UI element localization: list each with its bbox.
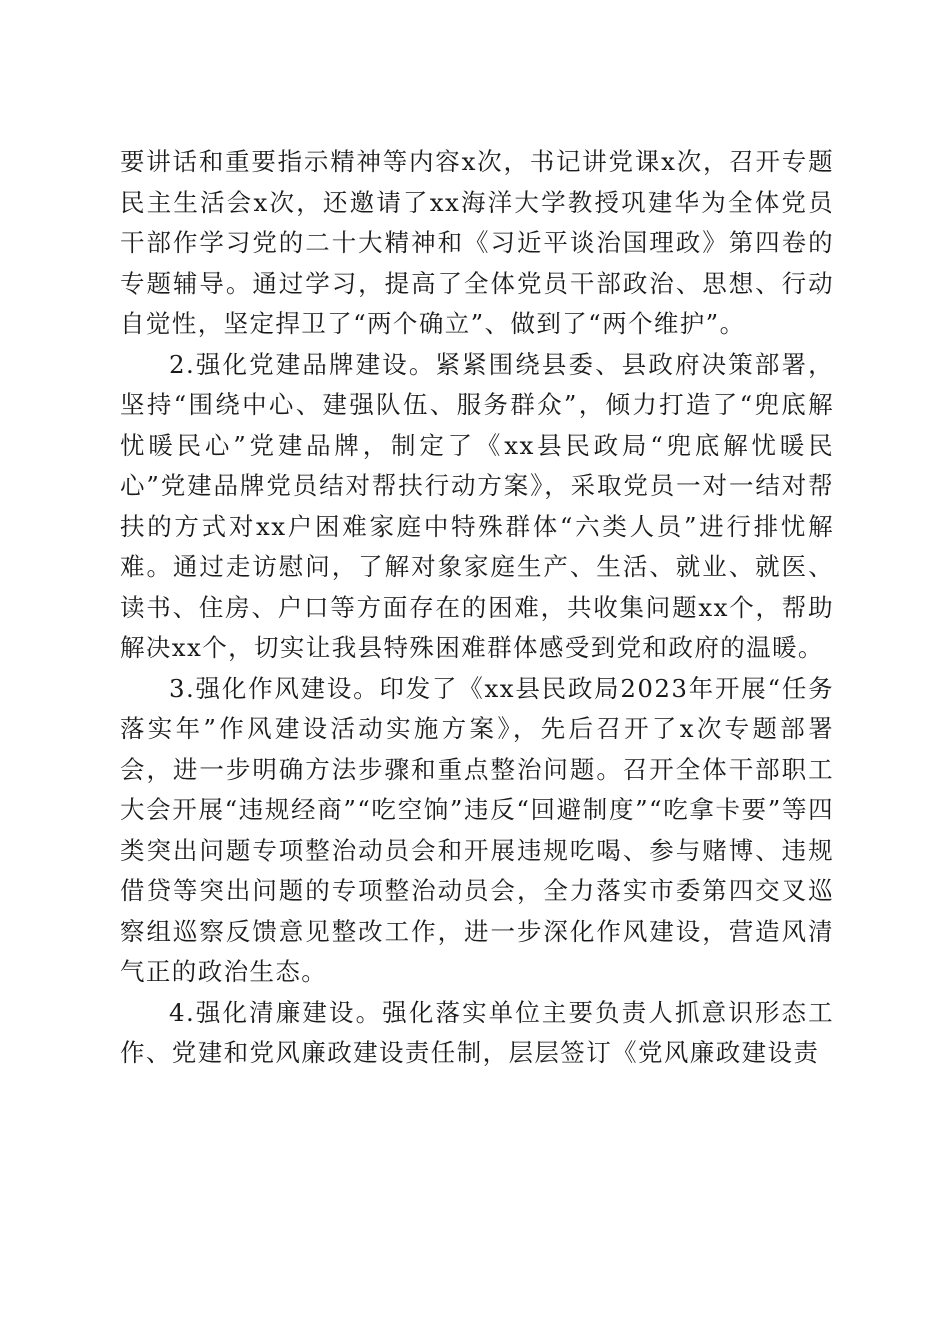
document-body [120,142,834,1074]
paragraph-study-continuation: 要讲话和重要指示精神等内容x次，书记讲党课x次，召开专题民主生活会x次，还邀请了xx海洋大学教授巩建华为全体党员干部作学习党的二十大精神和《习近平谈治国理政》第四卷的专题辅导。通过学习，提高了全体党员干部政治、思想、行动自觉性，坚定捍卫了“两个确立”、做到了“两个维护”。 [120,147,834,338]
paragraph-work-style: 3.强化作风建设。印发了《xx县民政局2023年开展“任务落实年”作风建设活动实施方案》，先后召开了x次专题部署会，进一步明确方法步骤和重点整治问题。召开全体干部职工大会开展“违规经商”“吃空饷”违反“回避制度”“吃拿卡要”等四类突出问题专项整治动员会和开展违规吃喝、参与赌博、违规借贷等突出问题的专项整治动员会，全力落实市委第四交叉巡察组巡察反馈意见整改工作，进一步深化作风建设，营造风清气正的政治生态。 [120,673,834,986]
paragraph-party-brand: 2.强化党建品牌建设。紧紧围绕县委、县政府决策部署，坚持“围绕中心、建强队伍、服务群众”，倾力打造了“兜底解忧暖民心”党建品牌，制定了《xx县民政局“兜底解忧暖民心”党建品牌党员结对帮扶行动方案》，采取党员一对一结对帮扶的方式对xx户困难家庭中特殊群体“六类人员”进行排忧解难。通过走访慰问，了解对象家庭生产、生活、就业、就医、读书、住房、户口等方面存在的困难，共收集问题xx个，帮助解决xx个，切实让我县特殊困难群体感受到党和政府的温暖。 [120,349,834,662]
paragraph-integrity: 4.强化清廉建设。强化落实单位主要负责人抓意识形态工作、党建和党风廉政建设责任制，层层签订《党风廉政建设责 [120,997,834,1067]
